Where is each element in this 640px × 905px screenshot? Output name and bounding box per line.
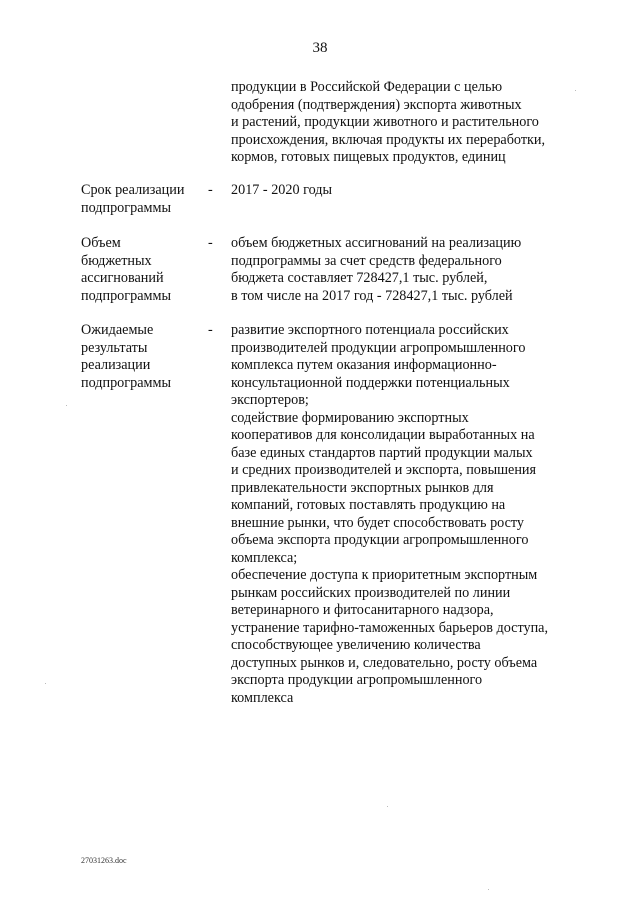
content-budget [231, 235, 561, 305]
label-line: подпрограммы [81, 287, 171, 304]
text-line: одобрения (подтверждения) экспорта животных [231, 96, 522, 113]
scan-speck [488, 889, 489, 890]
label-line: подпрограммы [81, 199, 171, 216]
text-line: комплекса путем оказания информационно- [231, 357, 497, 373]
text-line: продукции в Российской Федерации с целью [231, 79, 503, 95]
label-line: Срок реализации [81, 182, 185, 198]
dash-separator: - [208, 322, 213, 338]
text-line: в том числе на 2017 год - 728427,1 тыс. рублей [231, 287, 513, 304]
text-line: внешние рынки, что будет способствовать росту [231, 514, 525, 531]
text-line: ветеринарного и фитосанитарного надзора, [231, 602, 494, 618]
text-line: бюджета составляет 728427,1 тыс. рублей, [231, 270, 488, 286]
label-budget [81, 235, 201, 305]
text-line: рынкам российских производителей по линии [231, 584, 511, 601]
text-line: способствующее увеличению количества [231, 637, 481, 653]
text-line: и средних производителей и экспорта, повышения [231, 462, 537, 478]
label-line: реализации [81, 357, 151, 373]
label-expected-results [81, 322, 201, 392]
text-line: устранение тарифно-таможенных барьеров доступа, [231, 619, 549, 636]
scan-speck [387, 806, 388, 807]
text-line: происхождения, включая продукты их переработки, [231, 131, 546, 148]
text-line: доступных рынков и, следовательно, росту объема [231, 654, 538, 671]
content-implementation-period [231, 182, 561, 200]
scan-speck [66, 405, 67, 406]
content-expected-results [231, 322, 561, 707]
label-line: бюджетных [81, 252, 152, 269]
text-line: базе единых стандартов партий продукции малых [231, 444, 533, 461]
text-line: экспортеров; [231, 392, 309, 408]
text-line: развитие экспортного потенциала российских [231, 322, 509, 338]
text-line: и растений, продукции животного и растительного [231, 114, 539, 130]
text-line: производителей продукции агропромышленного [231, 339, 526, 356]
label-line: Ожидаемые [81, 322, 154, 338]
text-line: комплекса; [231, 549, 298, 566]
text-line: подпрограммы за счет средств федерального [231, 252, 502, 269]
scan-speck [45, 683, 46, 684]
dash-separator: - [208, 182, 213, 198]
text-line: комплекса [231, 689, 294, 706]
text-line: содействие формированию экспортных [231, 409, 469, 426]
label-implementation-period [81, 182, 201, 217]
page-number: 38 [312, 40, 328, 56]
text-line: экспорта продукции агропромышленного [231, 672, 483, 688]
text-line: консультационной поддержки потенциальных [231, 374, 510, 391]
text-line: компаний, готовых поставлять продукцию на [231, 497, 506, 513]
label-line: результаты [81, 339, 148, 356]
label-line: Объем [81, 235, 121, 251]
text-line: привлекательности экспортных рынков для [231, 479, 494, 496]
text-line: объема экспорта продукции агропромышленного [231, 532, 529, 548]
label-line: подпрограммы [81, 374, 171, 391]
dash-separator: - [208, 235, 213, 251]
text-line: объем бюджетных ассигнований на реализацию [231, 235, 522, 251]
text-line: кормов, готовых пищевых продуктов, единиц [231, 149, 506, 165]
continuation-text [231, 79, 561, 167]
scan-speck [575, 90, 576, 91]
text-line: 2017 - 2020 годы [231, 182, 333, 198]
label-line: ассигнований [81, 270, 164, 286]
text-line: обеспечение доступа к приоритетным экспортным [231, 567, 538, 583]
footer-filename: 27031263.doc [81, 856, 127, 865]
text-line: кооперативов для консолидации выработанных на [231, 427, 535, 443]
